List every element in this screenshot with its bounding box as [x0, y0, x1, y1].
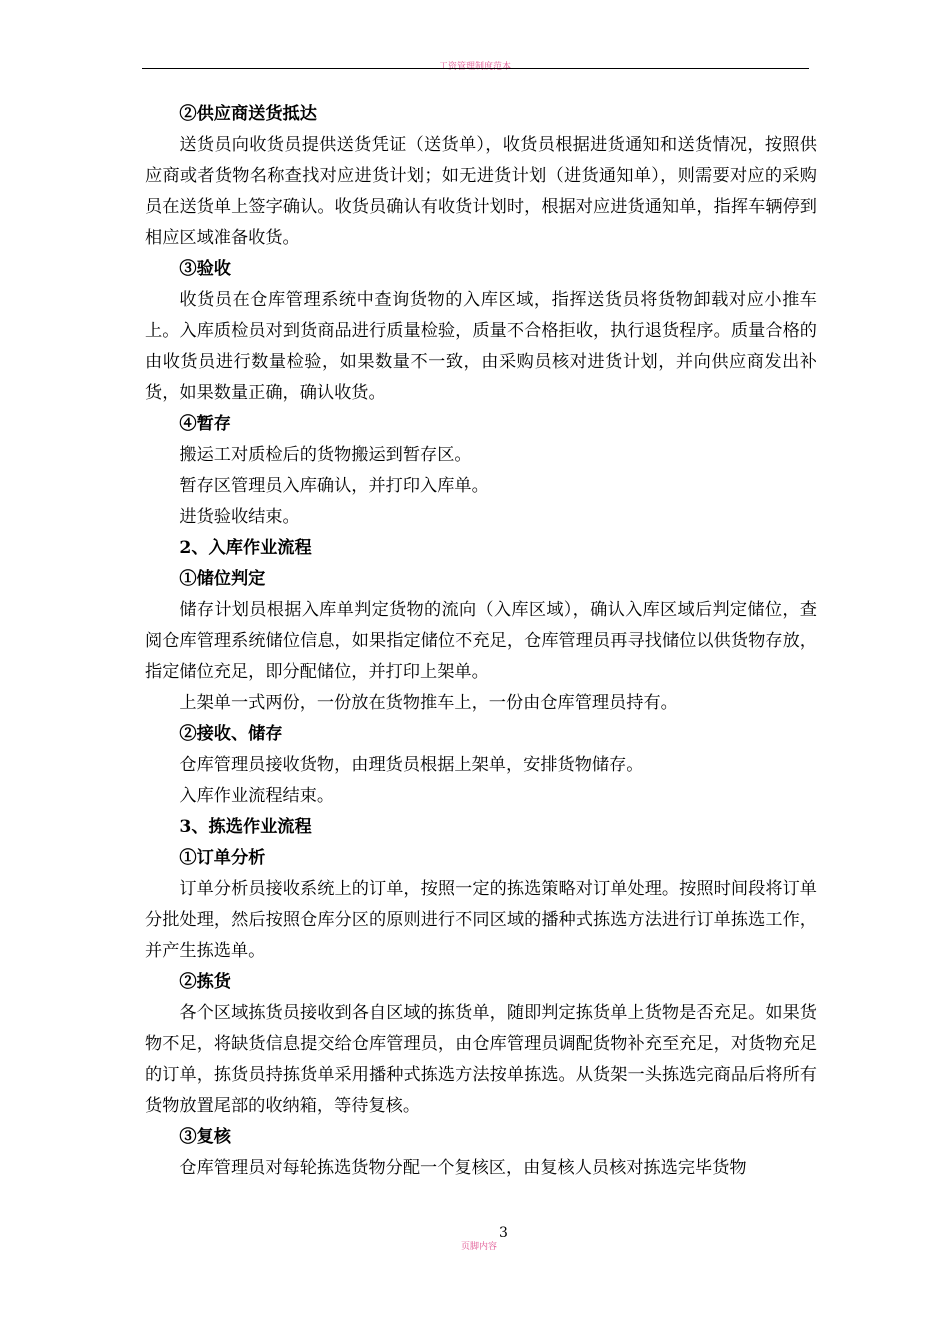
paragraph: 入库作业流程结束。	[179, 786, 335, 806]
section-heading: ②供应商送货抵达	[179, 104, 317, 124]
paragraph: 送货员向收货员提供送货凭证（送货单），收货员根据进货通知和送货情况，按照供应商或者货物名称查找对应进货计划；如无进货计划（进货通知单），则需要对应的采购员在送货单上签字确认。收货员确认有收货计划时，根据对应进货通知单，指挥车辆停到相应区域准备收货。	[145, 135, 817, 248]
paragraph: 储存计划员根据入库单判定货物的流向（入库区域），确认入库区域后判定储位，查阅仓库管理系统储位信息，如果指定储位不充足，仓库管理员再寻找储位以供货物存放，指定储位充足，即分配储位，并打印上架单。	[145, 600, 817, 682]
page-number: 3	[499, 1225, 508, 1241]
section-heading: ③复核	[179, 1127, 231, 1147]
paragraph: 收货员在仓库管理系统中查询货物的入库区域，指挥送货员将货物卸载对应小推车上。入库质检员对到货商品进行质量检验，质量不合格拒收，执行退货程序。质量合格的由收货员进行数量检验，如果数量不一致，由采购员核对进货计划，并向供应商发出补货，如果数量正确，确认收货。	[145, 290, 817, 403]
paragraph: 上架单一式两份，一份放在货物推车上，一份由仓库管理员持有。	[179, 693, 678, 713]
paragraph: 搬运工对质检后的货物搬运到暂存区。	[179, 445, 472, 465]
paragraph: 各个区域拣货员接收到各自区域的拣货单，随即判定拣货单上货物是否充足。如果货物不足，将缺货信息提交给仓库管理员，由仓库管理员调配货物补充至充足，对货物充足的订单，拣货员持拣货单采用播种式拣选方法按单拣选。从货架一头拣选完商品后将所有货物放置尾部的收纳箱，等待复核。	[145, 1003, 817, 1116]
page-footer: 页脚内容	[461, 1242, 498, 1252]
paragraph: 进货验收结束。	[179, 507, 300, 527]
paragraph: 暂存区管理员入库确认，并打印入库单。	[179, 476, 489, 496]
paragraph: 仓库管理员对每轮拣选货物分配一个复核区，由复核人员核对拣选完毕货物	[179, 1158, 747, 1178]
page-header: 工资管理制度范本	[438, 62, 511, 72]
section-heading: ①储位判定	[179, 569, 266, 589]
section-heading: ②拣货	[179, 972, 231, 992]
section-heading: ③验收	[179, 259, 231, 279]
document-body	[145, 99, 817, 1184]
paragraph: 订单分析员接收系统上的订单，按照一定的拣选策略对订单处理。按照时间段将订单分批处理，然后按照仓库分区的原则进行不同区域的播种式拣选方法进行订单拣选工作，并产生拣选单。	[145, 879, 817, 961]
section-heading: ④暂存	[179, 414, 231, 434]
section-heading: ①订单分析	[179, 848, 266, 868]
header-rule	[142, 68, 809, 69]
section-heading: 3、拣选作业流程	[179, 817, 312, 837]
section-heading: ②接收、储存	[179, 724, 283, 744]
paragraph: 仓库管理员接收货物，由理货员根据上架单，安排货物储存。	[179, 755, 644, 775]
section-heading: 2、入库作业流程	[179, 538, 312, 558]
